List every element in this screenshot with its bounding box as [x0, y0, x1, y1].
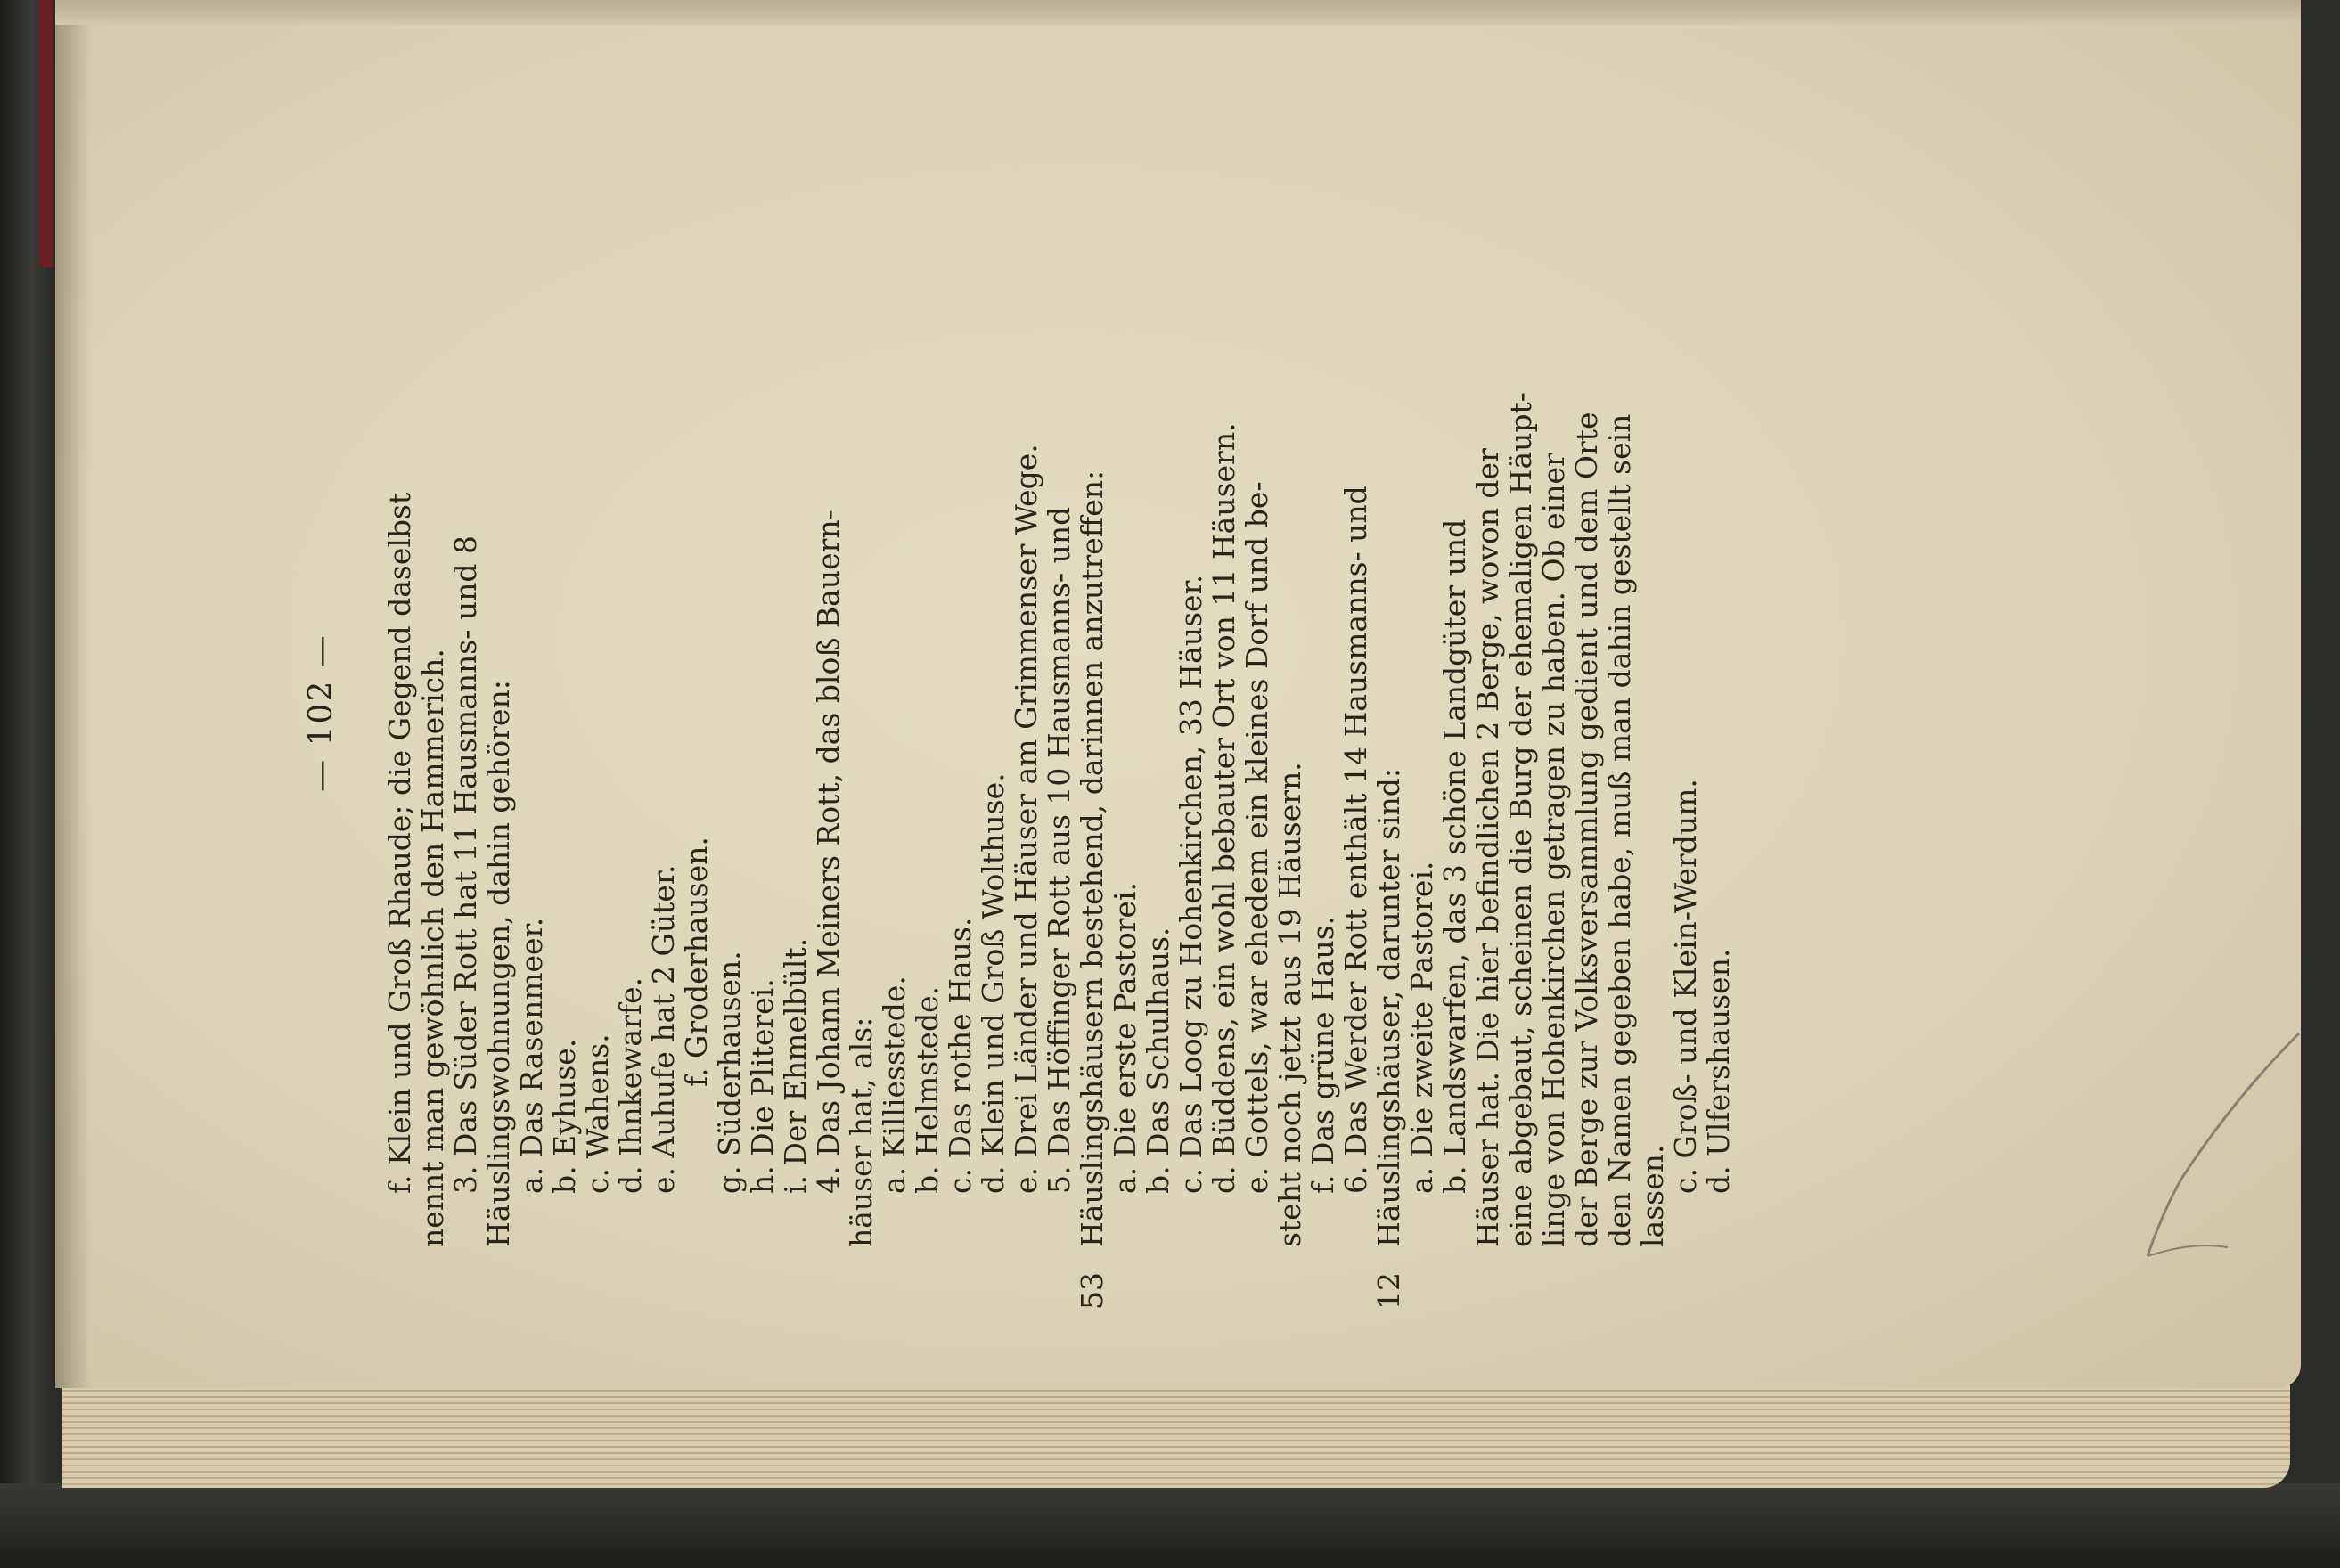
- text-line: [449, 178, 482, 1247]
- text-line: [1537, 178, 1570, 1247]
- line-text: e. Auhufe hat 2 Güter.: [646, 864, 681, 1194]
- margin-number: 12: [1371, 1272, 1406, 1310]
- text-line: [944, 178, 977, 1247]
- text-line: [812, 178, 845, 1247]
- line-text: lassen.: [1635, 1144, 1670, 1247]
- line-text: Häuslingshäusern bestehend, darinnen anzutreffen:: [1075, 470, 1109, 1247]
- page-body: [382, 178, 1736, 1310]
- line-text: a. Die zweite Pastorei.: [1404, 861, 1439, 1194]
- text-line: [1339, 178, 1372, 1247]
- text-line: [1438, 178, 1471, 1247]
- text-line: [746, 178, 779, 1247]
- text-line: [779, 178, 812, 1247]
- text-line: [977, 178, 1010, 1247]
- text-line: [383, 178, 416, 1247]
- line-text: b. Das Schulhaus.: [1141, 927, 1175, 1194]
- line-text: den Namen gegeben habe, muß man dahin gestellt sein: [1602, 413, 1637, 1247]
- line-text: c. Groß- und Klein-Werdum.: [1668, 779, 1703, 1194]
- line-text: b. Landswarfen, das 3 schöne Landgüter und: [1437, 519, 1472, 1194]
- text-line: [581, 178, 614, 1247]
- page-number: — 102 —: [303, 633, 340, 792]
- text-line: [845, 178, 878, 1247]
- line-text: nennt man gewöhnlich den Hammerich.: [415, 649, 450, 1247]
- text-line: [1504, 178, 1537, 1247]
- text-line: [713, 178, 746, 1247]
- spine-red-strip: [39, 0, 53, 267]
- line-text: Häuslingshäuser, darunter sind:: [1371, 768, 1406, 1247]
- line-text: c. Wahens.: [580, 1033, 615, 1194]
- text-line: [1471, 178, 1504, 1247]
- text-line: [515, 178, 548, 1247]
- line-text: d. Ihnkewarfe.: [613, 976, 648, 1194]
- text-line: [878, 178, 911, 1247]
- pencil-mark: [2121, 1025, 2317, 1310]
- line-text: linge von Hohenkirchen getragen zu haben. Ob einer: [1536, 453, 1571, 1247]
- text-line: [911, 178, 944, 1247]
- line-text: steht noch jetzt aus 19 Häusern.: [1272, 762, 1307, 1247]
- line-text: g. Süderhausen.: [712, 951, 747, 1194]
- text-line: [482, 178, 515, 1247]
- line-text: der Berge zur Volksversammlung gedient und dem Orte: [1569, 412, 1604, 1247]
- line-text: c. Das rothe Haus.: [943, 917, 978, 1194]
- text-line: [614, 178, 647, 1247]
- line-text: Häuser hat. Die hier befindlichen 2 Berge, wovon der: [1470, 448, 1505, 1247]
- line-text: 4. Das Johann Meiners Rott, das bloß Bauern-: [811, 510, 846, 1194]
- text-line: [1109, 178, 1141, 1247]
- text-line: [1603, 178, 1636, 1247]
- text-line: [548, 178, 581, 1247]
- line-text: d. Ulfershausen.: [1701, 948, 1736, 1194]
- line-text: e. Drei Länder und Häuser am Grimmenser Wege.: [1009, 444, 1043, 1194]
- text-line: [1702, 178, 1735, 1247]
- line-text: 6. Das Werder Rott enthält 14 Hausmanns- und: [1338, 486, 1373, 1194]
- line-text: 3. Das Süder Rott hat 11 Hausmanns- und 8: [448, 535, 483, 1194]
- text-line: [680, 178, 713, 1247]
- page-gutter-shadow: [55, 25, 91, 1388]
- text-frame: [303, 178, 1943, 1310]
- book-cover-board: [0, 1483, 2340, 1568]
- text-line: [1207, 178, 1240, 1247]
- line-text: eine abgebaut, scheinen die Burg der ehemaligen Häupt-: [1503, 392, 1538, 1247]
- line-text: f. Klein und Groß Rhaude; die Gegend daselbst: [382, 492, 417, 1194]
- text-line: [647, 178, 680, 1247]
- line-text: b. Helmstede.: [910, 985, 945, 1194]
- line-text: d. Büddens, ein wohl bebauter Ort von 11 Häusern.: [1207, 422, 1241, 1194]
- text-line: [1669, 178, 1702, 1247]
- text-line: [1405, 178, 1438, 1247]
- text-line: [1636, 178, 1669, 1247]
- line-text: häuser hat, als:: [844, 1017, 879, 1247]
- line-text: a. Killiesstede.: [877, 976, 912, 1194]
- text-line: [1010, 178, 1043, 1247]
- line-text: i. Der Ehmelbült.: [778, 937, 813, 1194]
- text-line: [1043, 178, 1076, 1247]
- text-line: [1075, 178, 1109, 1310]
- line-text: a. Das Rasenmeer.: [514, 917, 549, 1194]
- line-text: f. Das grüne Haus.: [1305, 915, 1340, 1194]
- line-text: a. Die erste Pastorei.: [1108, 881, 1142, 1194]
- text-line: [1273, 178, 1306, 1247]
- text-line: [1371, 178, 1406, 1310]
- line-text: e. Gottels, war ehedem ein kleines Dorf und be-: [1240, 481, 1274, 1194]
- line-text: d. Klein und Groß Wolthuse.: [976, 772, 1010, 1194]
- line-text: h. Die Pliterei.: [745, 978, 780, 1194]
- text-line: [1174, 178, 1207, 1247]
- text-line: [1141, 178, 1174, 1247]
- margin-number: 53: [1075, 1272, 1109, 1310]
- text-line: [1240, 178, 1273, 1247]
- text-line: [416, 178, 449, 1247]
- text-line: [1570, 178, 1603, 1247]
- rotated-text-block: [303, 178, 1943, 1310]
- line-text: b. Eyhuse.: [547, 1038, 582, 1194]
- line-text: f. Groderhausen.: [679, 837, 714, 1087]
- line-text: 5. Das Höffinger Rott aus 10 Hausmanns- und: [1042, 506, 1076, 1194]
- line-text: c. Das Loog zu Hohenkirchen, 33 Häuser.: [1174, 574, 1208, 1194]
- text-line: [1306, 178, 1339, 1247]
- line-text: Häuslingswohnungen, dahin gehören:: [481, 680, 516, 1247]
